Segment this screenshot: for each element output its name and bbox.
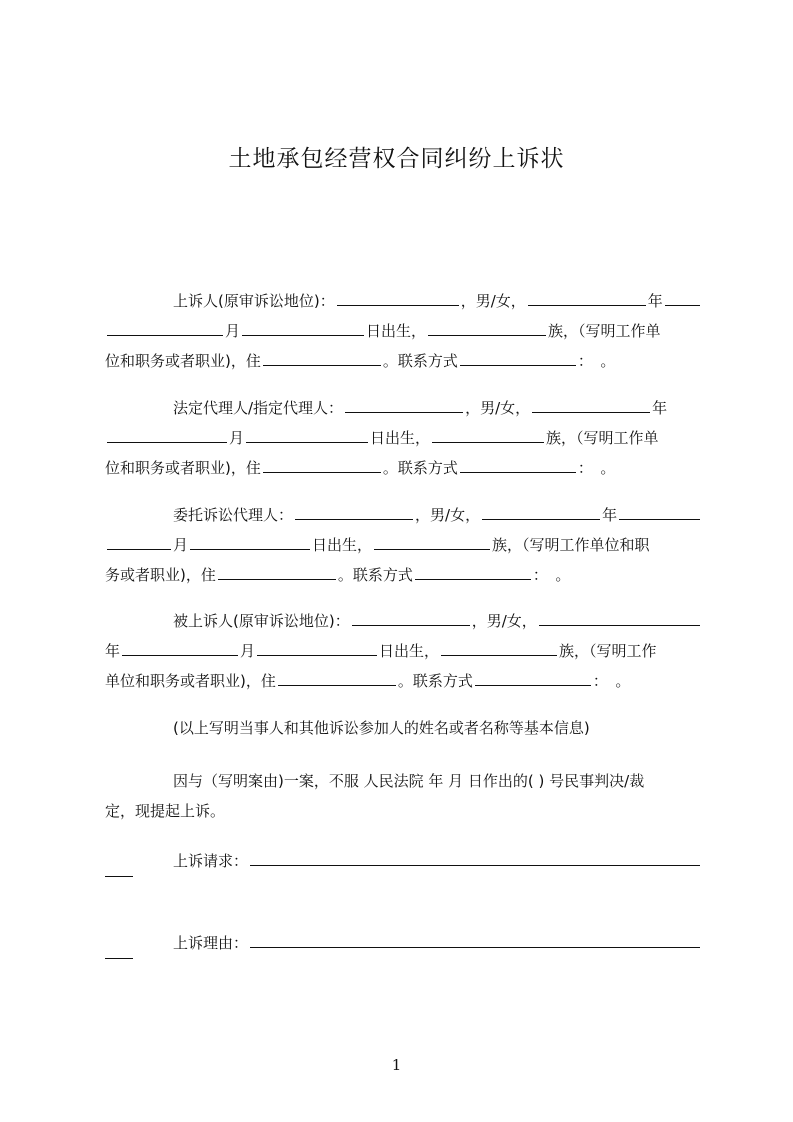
entrusted-agent-day-blank[interactable] — [190, 549, 310, 550]
appellee-birth-label: 日出生， — [379, 642, 440, 660]
appellee-address-label: 单位和职务或者职业)，住 — [105, 672, 276, 690]
appellant-contact-end: ： 。 — [577, 352, 616, 370]
entrusted-agent-address-blank[interactable] — [218, 579, 336, 580]
entrusted-agent-label: 委托诉讼代理人： — [173, 506, 294, 524]
appellee-name-blank[interactable] — [352, 625, 470, 626]
entrusted-agent-contact-blank[interactable] — [415, 579, 531, 580]
entrusted-agent-gender: ，男/女， — [415, 506, 481, 524]
appellee-contact-blank[interactable] — [475, 685, 591, 686]
appellant-ethnicity-label: 族，（写明工作单 — [548, 322, 661, 340]
cause-line-2: 定，现提起上诉。 — [105, 802, 226, 820]
legal-agent-contact-label: 。联系方式 — [382, 459, 458, 477]
appeal-reason-label: 上诉理由： — [173, 934, 249, 952]
legal-agent-contact-end: ： 。 — [577, 459, 616, 477]
appellant-address-blank[interactable] — [263, 365, 381, 366]
appeal-request-blank[interactable] — [250, 865, 700, 866]
appellee-label: 被上诉人(原审诉讼地位)： — [173, 612, 350, 630]
appellant-label: 上诉人(原审诉讼地位)： — [173, 292, 335, 310]
appeal-request-blank-continued[interactable] — [105, 876, 133, 877]
appellant-month-blank[interactable] — [107, 335, 223, 336]
appellant-gender: ，男/女， — [460, 292, 526, 310]
appellant-day-blank[interactable] — [242, 335, 364, 336]
appellee-day-blank[interactable] — [257, 655, 377, 656]
entrusted-agent-month-blank[interactable] — [107, 549, 171, 550]
legal-agent-name-blank[interactable] — [345, 412, 463, 413]
legal-agent-contact-blank[interactable] — [460, 472, 576, 473]
entrusted-agent-section — [105, 500, 702, 590]
legal-agent-ethnicity-label: 族，（写明工作单 — [546, 429, 659, 447]
legal-agent-month-label: 月 — [229, 429, 245, 447]
appellee-year-label: 年 — [105, 642, 121, 660]
appellant-year-label: 年 — [647, 292, 663, 310]
appellee-contact-label: 。联系方式 — [397, 672, 473, 690]
appellee-month-label: 月 — [240, 642, 256, 660]
cause-section — [105, 766, 702, 826]
entrusted-agent-address-label: 务或者职业)，住 — [105, 566, 216, 584]
appeal-reason-section — [105, 928, 702, 988]
legal-agent-year-label: 年 — [652, 399, 668, 417]
entrusted-agent-birth-label: 日出生， — [312, 536, 373, 554]
appellant-birth-label: 日出生， — [366, 322, 427, 340]
document-title: 土地承包经营权合同纠纷上诉状 — [228, 146, 565, 172]
appellant-section — [105, 286, 702, 376]
appellee-month-blank[interactable] — [122, 655, 238, 656]
appellee-section — [105, 606, 702, 696]
legal-agent-birth-label: 日出生， — [370, 429, 431, 447]
appeal-reason-blank[interactable] — [250, 947, 700, 948]
appellant-ethnicity-blank[interactable] — [428, 335, 546, 336]
entrusted-agent-year-label: 年 — [602, 506, 618, 524]
appellee-ethnicity-label: 族，（写明工作 — [559, 642, 657, 660]
appellee-contact-end: ： 。 — [592, 672, 631, 690]
appellant-address-label: 位和职务或者职业)，住 — [105, 352, 261, 370]
cause-line-1: 因与（写明案由)一案，不服 人民法院 年 月 日作出的( ) 号民事判决/裁 — [173, 772, 645, 790]
appellee-address-blank[interactable] — [278, 685, 396, 686]
legal-agent-address-label: 位和职务或者职业)，住 — [105, 459, 261, 477]
entrusted-agent-ethnicity-label: 族，（写明工作单位和职 — [492, 536, 650, 554]
appeal-request-section — [105, 846, 702, 906]
legal-agent-month-blank[interactable] — [107, 442, 227, 443]
entrusted-agent-contact-end: ： 。 — [532, 566, 571, 584]
legal-agent-label: 法定代理人/指定代理人： — [173, 399, 344, 417]
appellee-year-blank[interactable] — [539, 625, 700, 626]
legal-agent-gender: ，男/女， — [465, 399, 531, 417]
entrusted-agent-contact-label: 。联系方式 — [337, 566, 413, 584]
appellee-gender: ，男/女， — [471, 612, 537, 630]
legal-agent-year-blank[interactable] — [532, 412, 650, 413]
appellant-year-blank[interactable] — [528, 305, 646, 306]
entrusted-agent-year-blank[interactable] — [482, 519, 600, 520]
appellant-month-label: 月 — [225, 322, 241, 340]
page-number: 1 — [391, 1056, 402, 1074]
note-text: (以上写明当事人和其他诉讼参加人的姓名或者名称等基本信息) — [173, 719, 590, 737]
appeal-reason-blank-continued[interactable] — [105, 958, 133, 959]
appellant-name-blank[interactable] — [337, 305, 459, 306]
entrusted-agent-year-tail-blank[interactable] — [619, 519, 700, 520]
legal-agent-section — [105, 393, 702, 483]
entrusted-agent-ethnicity-blank[interactable] — [374, 549, 490, 550]
legal-agent-day-blank[interactable] — [246, 442, 368, 443]
appellee-ethnicity-blank[interactable] — [441, 655, 557, 656]
appellant-contact-label: 。联系方式 — [382, 352, 458, 370]
appellant-year-tail-blank[interactable] — [665, 305, 700, 306]
appeal-request-label: 上诉请求： — [173, 852, 249, 870]
legal-agent-ethnicity-blank[interactable] — [432, 442, 544, 443]
entrusted-agent-month-label: 月 — [173, 536, 189, 554]
appellant-contact-blank[interactable] — [460, 365, 576, 366]
legal-agent-address-blank[interactable] — [263, 472, 381, 473]
party-info-note — [105, 713, 702, 743]
entrusted-agent-name-blank[interactable] — [295, 519, 413, 520]
